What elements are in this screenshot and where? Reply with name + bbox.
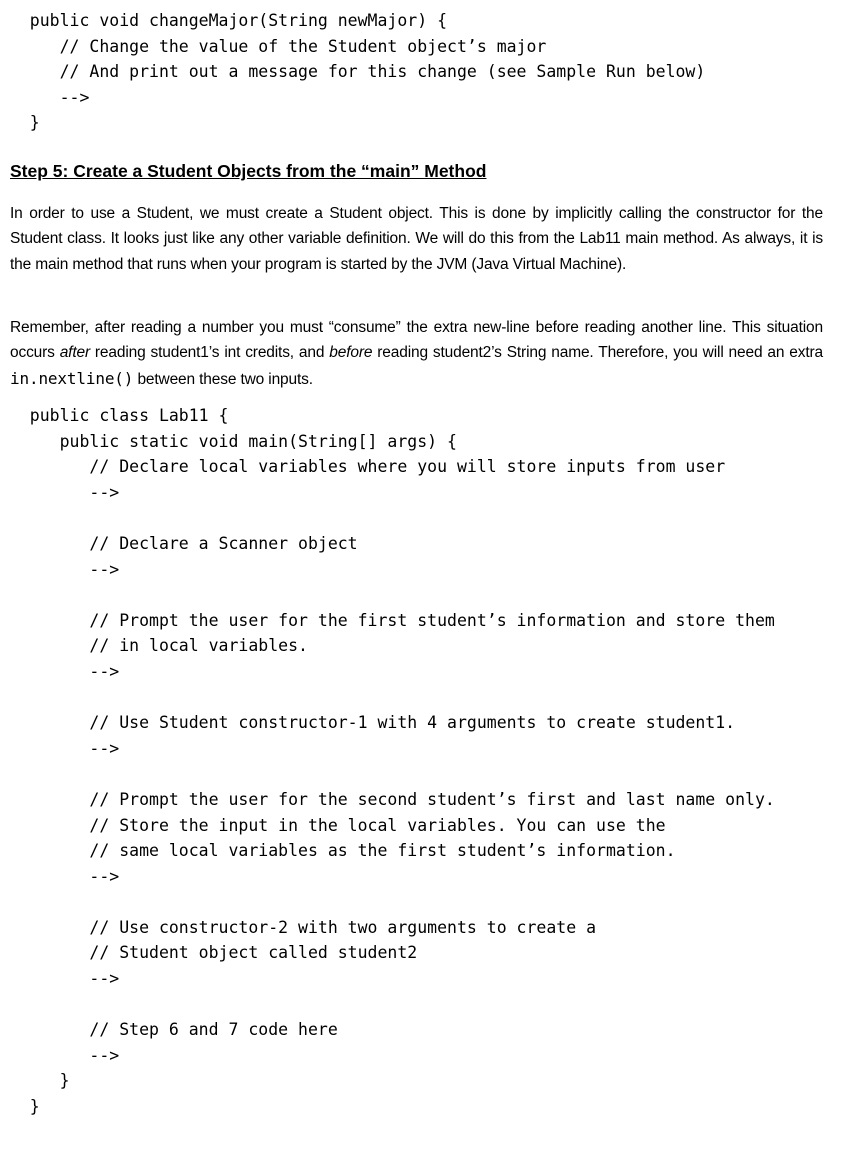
code-line: // in local variables. [0, 636, 308, 656]
code-line: public static void main(String[] args) { [0, 431, 457, 451]
paragraph-text: reading student2’s String name. Therefore, you will need an extra [372, 344, 823, 362]
code-line [0, 582, 775, 608]
code-line: --> [0, 738, 120, 758]
code-line: // Prompt the user for the second student’s first and last name only. [0, 789, 775, 809]
code-block-lab11-main [0, 403, 775, 1120]
code-line: // Step 6 and 7 code here [0, 1020, 338, 1040]
code-line [0, 761, 775, 787]
code-line: --> [0, 661, 120, 681]
step-5-heading: Step 5: Create a Student Objects from the “main” Method [10, 161, 487, 181]
code-line: // Use constructor-2 with two arguments to create a [0, 917, 597, 937]
code-line: --> [0, 87, 90, 107]
code-block-change-major [0, 8, 705, 136]
emphasis-before: before [329, 344, 373, 362]
code-line: --> [0, 1045, 120, 1065]
code-line: --> [0, 482, 120, 502]
code-line: // And print out a message for this change (see Sample Run below) [0, 62, 706, 82]
code-line: --> [0, 559, 120, 579]
code-line: public class Lab11 { [0, 406, 229, 425]
code-line: // Change the value of the Student object’s major [0, 36, 547, 56]
paragraph-consume-newline [10, 315, 823, 392]
code-line: // Declare a Scanner object [0, 533, 358, 553]
code-line: --> [0, 866, 120, 886]
code-line: // Store the input in the local variables. You can use the [0, 815, 666, 835]
code-line: } [0, 1071, 70, 1091]
inline-code-nextline: in.nextline() [10, 368, 134, 388]
code-line: } [0, 1097, 40, 1117]
code-line: // Prompt the user for the first student’s information and store them [0, 610, 775, 630]
code-line: public void changeMajor(String newMajor) { [0, 11, 448, 30]
paragraph-text: between these two inputs. [133, 370, 313, 388]
code-line: // same local variables as the first student’s information. [0, 841, 676, 861]
code-line [0, 505, 775, 531]
code-line [0, 889, 775, 915]
code-line: // Declare local variables where you will store inputs from user [0, 457, 726, 477]
emphasis-after: after [59, 344, 90, 362]
code-line: --> [0, 969, 120, 989]
paragraph-text: Remember, after reading a number you must “consume” the extra new-line before reading another line. This situation occurs [10, 319, 823, 362]
code-line [0, 685, 775, 711]
code-line: // Student object called student2 [0, 943, 418, 963]
code-line: // Use Student constructor-1 with 4 arguments to create student1. [0, 713, 736, 733]
paragraph-student-object: In order to use a Student, we must create a Student object. This is done by implicitly calling the constructor for the Student class. It looks just like any other variable definition. We will do this from the Lab11 main method. As always, it is the main method that runs when your program is started by the JVM (Java Virtual Machine). [10, 205, 823, 273]
code-line: } [0, 113, 40, 133]
paragraph-text: reading student1’s int credits, and [89, 344, 330, 362]
code-line [0, 992, 775, 1018]
